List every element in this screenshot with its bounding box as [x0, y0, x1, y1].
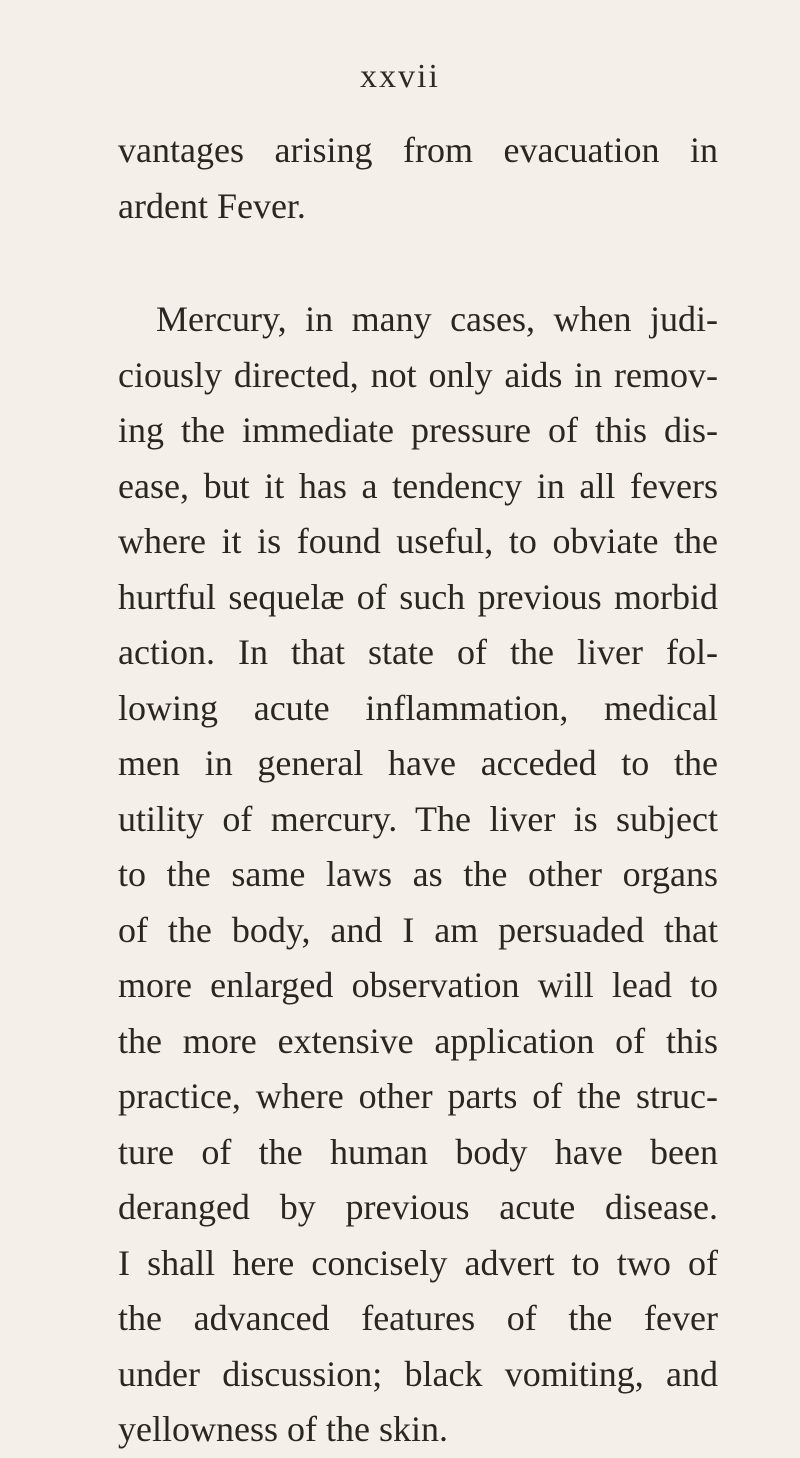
text-line: ease, but it has a tendency in all fevers [118, 465, 718, 506]
text-line: vantages arising from evacuation in [118, 130, 718, 170]
text-line: under discussion; black vomiting, and [118, 1353, 718, 1394]
text-line: of the body, and I am persuaded that [118, 909, 718, 950]
text-line: action. In that state of the liver fol- [118, 632, 718, 672]
text-line: where it is found useful, to obviate the [118, 521, 718, 561]
text-line: lowing acute inflammation, medical [118, 687, 718, 728]
text-line: the advanced features of the fever [118, 1298, 718, 1338]
text-line: practice, where other parts of the struc- [118, 1076, 718, 1116]
page-number: xxvii [360, 58, 440, 95]
text-line: Mercury, in many cases, when judi- [156, 299, 718, 339]
text-line: to the same laws as the other organs [118, 854, 718, 894]
text-line: ciously directed, not only aids in remov- [118, 354, 718, 395]
text-line: I shall here concisely advert to two of [118, 1242, 718, 1283]
text-line: yellowness of the skin. [118, 1409, 448, 1449]
text-line: men in general have acceded to the [118, 743, 718, 783]
text-line: ture of the human body have been [118, 1131, 718, 1172]
text-line: the more extensive application of this [118, 1020, 718, 1061]
text-line: ardent Fever. [118, 185, 306, 226]
text-line: hurtful sequelæ of such previous morbid [118, 576, 718, 617]
paragraph-gap [118, 234, 718, 292]
text-line: deranged by previous acute disease. [118, 1187, 718, 1227]
text-line: ing the immediate pressure of this dis- [118, 410, 718, 450]
body-text [118, 123, 718, 1458]
text-line: utility of mercury. The liver is subject [118, 798, 718, 839]
text-line: more enlarged observation will lead to [118, 965, 718, 1005]
